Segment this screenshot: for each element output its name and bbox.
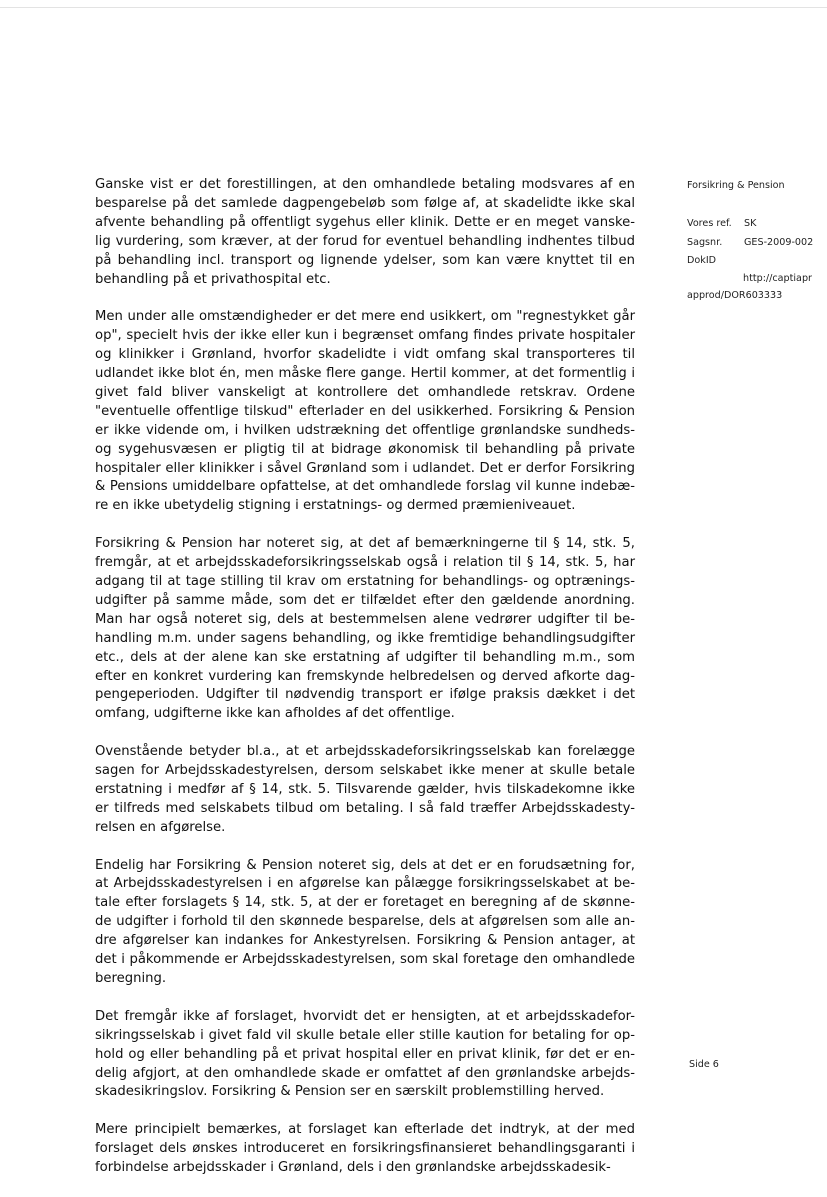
top-rule: [0, 7, 827, 8]
text-line: besparelse på det samlede dagpengebeløb som følge af, at skadelidte ikke skal: [95, 195, 635, 211]
text-line: de udgifter i forhold til den skønnede besparelse, dels at afgørelsen som alle an-: [95, 914, 635, 930]
sidebar-org: Forsikring & Pension: [687, 180, 785, 191]
text-line: Ovenstående betyder bl.a., at et arbejdsskadeforsikringsselskab kan forelægge: [95, 744, 635, 760]
text-line: Forsikring & Pension har noteret sig, at det af bemærkningerne til § 14, stk. 5,: [95, 536, 635, 552]
text-line: forbindelse arbejdsskader i Grønland, dels i den grønlandske arbejdsskadesik-: [95, 1160, 611, 1176]
text-line: Ganske vist er det forestillingen, at den omhandlede betaling modsvares af en: [95, 177, 635, 192]
text-line: afvente behandling på offentligt sygehus eller klinik. Dette er en meget vanske-: [95, 214, 635, 230]
text-line: adgang til at tage stilling til krav om erstatning for behandlings- og optrænings-: [95, 574, 635, 589]
text-line: etc., dels at der alene kan ske erstatning af udgifter til behandling m.m., som: [95, 649, 635, 665]
sidebar-dokid-row: [687, 255, 744, 267]
text-line: dre afgørelser kan indankes for Ankestyrelsen. Forsikring & Pension antager, at: [95, 933, 635, 949]
text-line: omfang, udgifterne ikke kan afholdes af det offentlige.: [95, 706, 455, 722]
text-line: og klinikker i Grønland, hvorfor skadelidte i vidt omfang skal transporteres til: [95, 347, 635, 363]
text-line: at Arbejdsskadestyrelsen i en afgørelse kan pålægge forsikringsselskabet at be-: [95, 876, 635, 892]
text-line: Men under alle omstændigheder er det mere end usikkert, om "regnestykket går: [95, 309, 635, 325]
dokid-url-line1: http://captiapr: [743, 273, 812, 284]
case-label: Sagsnr.: [687, 237, 723, 248]
text-line: hospitaler eller klinikker i såvel Grønland som i udlandet. Det er derfor Forsikring: [95, 460, 635, 476]
document-body: [95, 176, 635, 1197]
text-line: & Pensions umiddelbare opfattelse, at det omhandlede forslag vil kunne indebæ-: [95, 479, 635, 495]
text-line: lig vurdering, som kræver, at der forud for eventuel behandling indhentes tilbud: [95, 233, 635, 249]
text-line: på behandling incl. transport og lignende ydelser, som kan være knyttet til en: [95, 252, 635, 268]
text-line: tale efter forslagets § 14, stk. 5, at der er foretaget en beregning af de skønne-: [95, 895, 635, 911]
paragraph: [95, 1121, 635, 1178]
paragraph: [95, 535, 635, 724]
text-line: handling m.m. under sagens behandling, og ikke fremtidige behandlingsudgifter: [95, 630, 635, 646]
text-line: delig afgjort, at den omhandlede skade er omfattet af den grønlandske arbejds-: [95, 1065, 635, 1081]
text-line: "eventuelle offentlige tilskud" efterlader en del usikkerhed. Forsikring & Pension: [95, 403, 635, 419]
paragraph: [95, 857, 635, 989]
dokid-label: DokID: [687, 255, 717, 266]
text-line: udlandet ikke blot én, men måske flere gange. Hertil kommer, at det formentlig i: [95, 366, 635, 382]
dokid-url-line2: approd/DOR603333: [687, 290, 783, 301]
text-line: Man har også noteret sig, dels at bestemmelsen alene vedrører udgifter til be-: [95, 611, 635, 627]
case-value: GES-2009-002: [744, 237, 814, 248]
ref-value: SK: [744, 218, 757, 229]
text-line: Mere principielt bemærkes, at forslaget kan efterlade det indtryk, at der med: [95, 1122, 635, 1138]
text-line: efter en konkret vurdering kan fremskynde helbredelsen og derved afkorte dag-: [95, 668, 635, 684]
paragraph: [95, 176, 635, 289]
text-line: givet fald bliver vanskeligt at kontrollere det omhandlede retskrav. Ordene: [95, 384, 635, 400]
text-line: erstatning i medfør af § 14, stk. 5. Tilsvarende gælder, hvis tilskadekomne ikke: [95, 781, 635, 797]
text-line: sikringsselskab i givet fald vil skulle betale eller stille kaution for betaling for op-: [95, 1027, 635, 1043]
text-line: beregning.: [95, 971, 167, 986]
paragraph: [95, 743, 635, 838]
text-line: relsen en afgørelse.: [95, 819, 226, 835]
text-line: Det fremgår ikke af forslaget, hvorvidt det er hensigten, at et arbejdsskadefor-: [95, 1008, 635, 1024]
text-line: op", specielt hvis der ikke eller kun i begrænset omfang findes private hospitaler: [95, 328, 635, 344]
paragraph: [95, 1008, 635, 1103]
page-number: Side 6: [689, 1059, 719, 1070]
ref-label: Vores ref.: [687, 218, 732, 229]
text-line: er ikke vidende om, i hvilken udstrækning det offentlige grønlandske sundheds-: [95, 422, 635, 438]
sidebar-ref-row: [687, 218, 756, 230]
text-line: Endelig har Forsikring & Pension noteret sig, dels at det er en forudsætning for,: [95, 857, 635, 873]
text-line: sagen for Arbejdsskadestyrelsen, dersom selskabet ikke mener at skulle betale: [95, 763, 635, 779]
text-line: udgifter på samme måde, som det er tilfældet efter den gældende anordning.: [95, 592, 635, 608]
text-line: forslaget dels ønskes introduceret en forsikringsfinansieret behandlingsgaranti i: [95, 1141, 635, 1157]
text-line: og sygehusvæsen er pligtig til at bidrage økonomisk til behandling på private: [95, 441, 635, 457]
text-line: behandling på et privathospital etc.: [95, 271, 331, 287]
text-line: re en ikke ubetydelig stigning i erstatnings- og dermed præmieniveauet.: [95, 498, 576, 514]
text-line: er tilfreds med selskabets tilbud om betaling. I så fald træffer Arbejdsskadesty-: [95, 800, 635, 816]
text-line: det i påkommende er Arbejdsskadestyrelsen, som skal foretage den omhandlede: [95, 952, 635, 968]
text-line: pengeperioden. Udgifter til nødvendig transport er ifølge praksis dækket i det: [95, 687, 635, 703]
text-line: fremgår, at et arbejdsskadeforsikringsselskab også i relation til § 14, stk. 5, har: [95, 555, 635, 571]
text-line: skadesikringslov. Forsikring & Pension ser en særskilt problemstilling herved.: [95, 1084, 605, 1100]
text-line: hold og eller behandling på et privat hospital eller en privat klinik, før det er en-: [95, 1046, 635, 1062]
paragraph: [95, 308, 635, 516]
sidebar-case-row: [687, 237, 813, 249]
